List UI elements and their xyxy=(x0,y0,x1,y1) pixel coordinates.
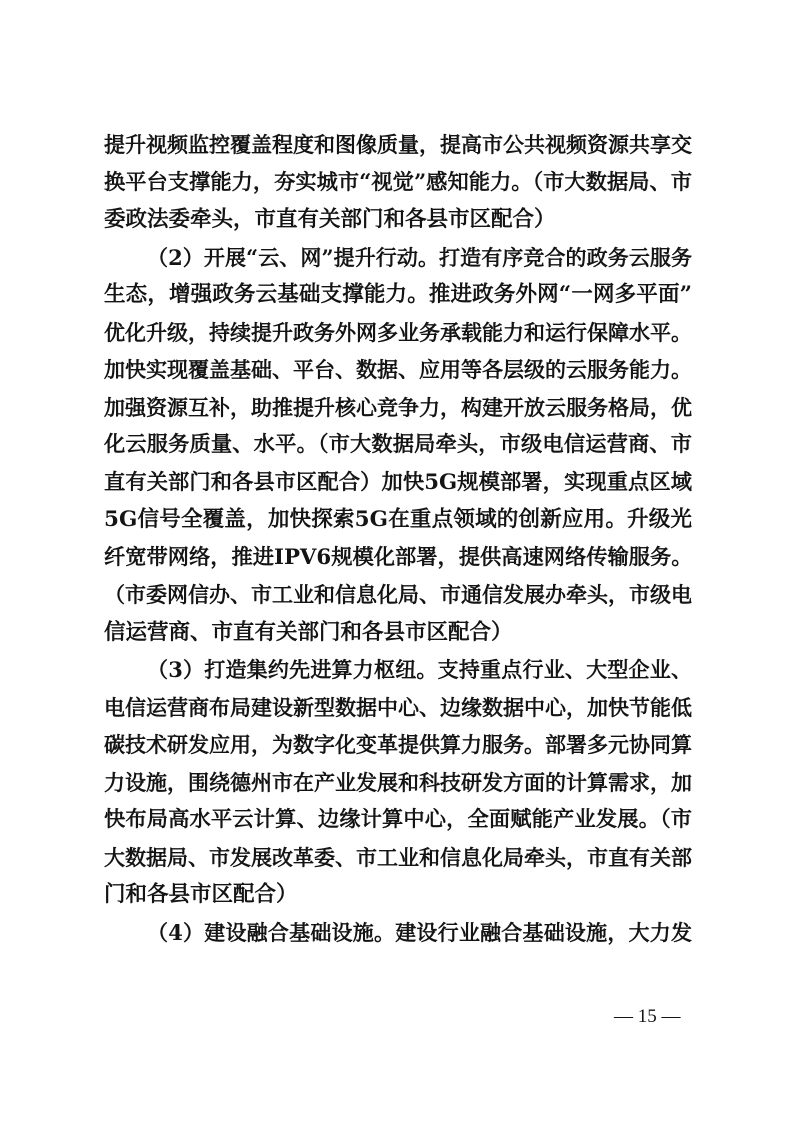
text-line: 信运营商、市直有关部门和各县市区配合） xyxy=(104,619,513,645)
text-line: 电信运营商布局建设新型数据中心、边缘数据中心，加快节能低 xyxy=(104,694,692,720)
text-line: （2）开展“云、网”提升行动。打造有序竞合的政务云服务 xyxy=(147,244,692,270)
text-line: （市委网信办、市工业和信息化局、市通信发展办牵头，市级电 xyxy=(104,582,692,607)
text-line: 提升视频监控覆盖程度和图像质量，提高市公共视频资源共享交 xyxy=(104,132,692,157)
text-line: 加强资源互补，助推提升核心竞争力，构建开放云服务格局，优 xyxy=(104,394,692,420)
text-line: 优化升级，持续提升政务外网多业务承载能力和运行保障水平。 xyxy=(104,319,692,345)
document-body xyxy=(104,126,692,951)
text-line: （4）建设融合基础设施。建设行业融合基础设施，大力发 xyxy=(147,919,692,945)
text-line: 碳技术研发应用，为数字化变革提供算力服务。部署多元协同算 xyxy=(104,732,692,757)
text-line: 直有关部门和各县市区配合）加快5G规模部署，实现重点区域 xyxy=(104,469,692,495)
text-line: 委政法委牵头，市直有关部门和各县市区配合） xyxy=(104,207,556,232)
text-line: 力设施，围绕德州市在产业发展和科技研发方面的计算需求，加 xyxy=(104,769,692,795)
text-line: （3）打造集约先进算力枢纽。支持重点行业、大型企业、 xyxy=(147,657,692,682)
text-line: 5G信号全覆盖，加快探索5G在重点领域的创新应用。升级光 xyxy=(104,507,692,532)
text-line: 生态，增强政务云基础支撑能力。推进政务外网“一网多平面” xyxy=(104,282,692,307)
page-number: — 15 — xyxy=(614,1006,681,1027)
text-line: 门和各县市区配合） xyxy=(104,882,298,907)
text-line: 大数据局、市发展改革委、市工业和信息化局牵头，市直有关部 xyxy=(104,844,692,870)
text-line: 换平台支撑能力，夯实城市“视觉”感知能力。（市大数据局、市 xyxy=(104,169,692,195)
text-line: 纤宽带网络，推进IPV6规模化部署，提供高速网络传输服务。 xyxy=(104,544,693,570)
text-line: 化云服务质量、水平。（市大数据局牵头，市级电信运营商、市 xyxy=(104,432,692,457)
text-line: 加快实现覆盖基础、平台、数据、应用等各层级的云服务能力。 xyxy=(104,357,692,382)
text-line: 快布局高水平云计算、边缘计算中心，全面赋能产业发展。（市 xyxy=(104,807,692,832)
